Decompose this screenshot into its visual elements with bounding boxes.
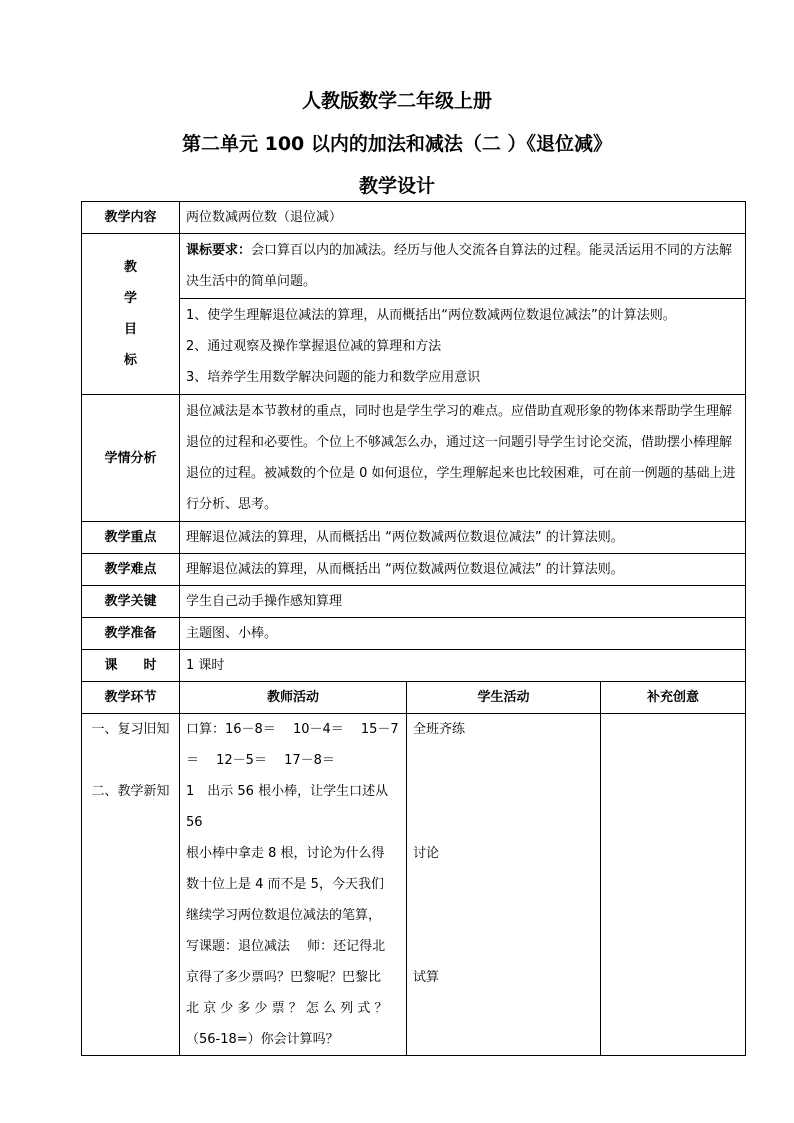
curriculum-label: 课标要求： (186, 243, 252, 258)
analysis-label: 学情分析 (82, 395, 180, 522)
key-point-label: 教学重点 (82, 522, 180, 554)
goals-label (82, 234, 180, 395)
difficulty-label: 教学难点 (82, 554, 180, 586)
key-value: 学生自己动手操作感知算理 (180, 586, 746, 618)
doc-title-line1: 人教版数学二年级上册 (301, 90, 492, 112)
goals-label-char: 教 (123, 260, 137, 275)
prep-label: 教学准备 (82, 618, 180, 650)
period-value: 1 课时 (180, 650, 746, 682)
content-label: 教学内容 (82, 202, 180, 234)
row-key (82, 586, 746, 618)
stage-cell (82, 714, 180, 1056)
row-goals-curriculum (82, 234, 746, 299)
key-label: 教学关键 (82, 586, 180, 618)
row-period (82, 650, 746, 682)
row-content (82, 202, 746, 234)
teacher-line: （56-18=）你会计算吗？ (186, 1032, 339, 1047)
goals-label-char: 标 (123, 353, 137, 368)
teacher-activity (180, 714, 407, 1056)
teacher-line: 继续学习两位数退位减法的笔算， (186, 908, 382, 923)
row-difficulty (82, 554, 746, 586)
goal-item: 3、培养学生用数学解决问题的能力和数学应用意识 (186, 370, 481, 385)
teacher-line: 写课题：退位减法 师：还记得北 (186, 939, 386, 954)
teacher-line: 北 京 少 多 少 票 ？ 怎 么 列 式 ？ (186, 1001, 388, 1016)
difficulty-value: 理解退位减法的算理，从而概括出 “两位数减两位数退位减法” 的计算法则。 (180, 554, 746, 586)
goal-item: 2、通过观察及操作掌握退位减的算理和方法 (186, 339, 442, 354)
teacher-line: 根小棒中拿走 8 根，讨论为什么得 (186, 846, 385, 861)
student-act: 全班齐练 (413, 722, 466, 737)
teacher-line: 口算：16－8＝ 10－4＝ 15－7 (186, 722, 399, 737)
row-process-body (82, 714, 746, 1056)
row-key-point (82, 522, 746, 554)
key-point-value: 理解退位减法的算理，从而概括出 “两位数减两位数退位减法” 的计算法则。 (180, 522, 746, 554)
period-label: 课 时 (82, 650, 180, 682)
student-activity (407, 714, 601, 1056)
goals-list (180, 299, 746, 395)
stage-review: 一、复习旧知 (91, 722, 170, 737)
extra-ideas (601, 714, 746, 1056)
goals-label-char: 学 (123, 291, 137, 306)
goal-item: 1、使学生理解退位减法的算理，从而概括出“两位数减两位数退位减法”的计算法则。 (186, 308, 676, 323)
doc-title-line2: 第二单元 100 以内的加法和减法（二 ）《退位减》 (181, 133, 612, 155)
student-act: 试算 (413, 970, 440, 985)
teacher-line: ＝ 12－5＝ 17－8＝ (186, 753, 335, 768)
row-goals-items (82, 299, 746, 395)
header-stage: 教学环节 (82, 682, 180, 714)
teacher-line: 数十位上是 4 而不是 5，今天我们 (186, 877, 384, 892)
header-extra: 补充创意 (601, 682, 746, 714)
prep-value: 主题图、小棒。 (180, 618, 746, 650)
header-teacher: 教师活动 (180, 682, 407, 714)
lesson-plan-table (81, 201, 746, 1056)
content-value: 两位数减两位数（退位减） (180, 202, 746, 234)
stage-new: 二、教学新知 (91, 784, 170, 799)
doc-title-line3: 教学设计 (358, 175, 435, 197)
analysis-text: 退位减法是本节教材的重点，同时也是学生学习的难点。应借助直观形象的物体来帮助学生理解退位的过程和必要性。个位上不够减怎么办，通过这一问题引导学生讨论交流，借助摆小棒理解退位的过程。被减数的个位是 0 如何退位，学生理解起来也比较困难，可在前一例题的基础上进行分析、思考。 (180, 395, 746, 522)
row-analysis (82, 395, 746, 522)
header-student: 学生活动 (407, 682, 601, 714)
row-process-header (82, 682, 746, 714)
curriculum-text: 会口算百以内的加减法。经历与他人交流各自算法的过程。能灵活运用不同的方法解决生活中的简单问题。 (186, 243, 733, 289)
curriculum-requirement (180, 234, 746, 299)
goals-label-char: 目 (123, 322, 137, 337)
teacher-line: 1 出示 56 根小棒，让学生口述从 56 (186, 784, 389, 830)
student-act: 讨论 (413, 846, 440, 861)
teacher-line: 京得了多少票吗？巴黎呢？巴黎比 (186, 970, 382, 985)
row-prep (82, 618, 746, 650)
